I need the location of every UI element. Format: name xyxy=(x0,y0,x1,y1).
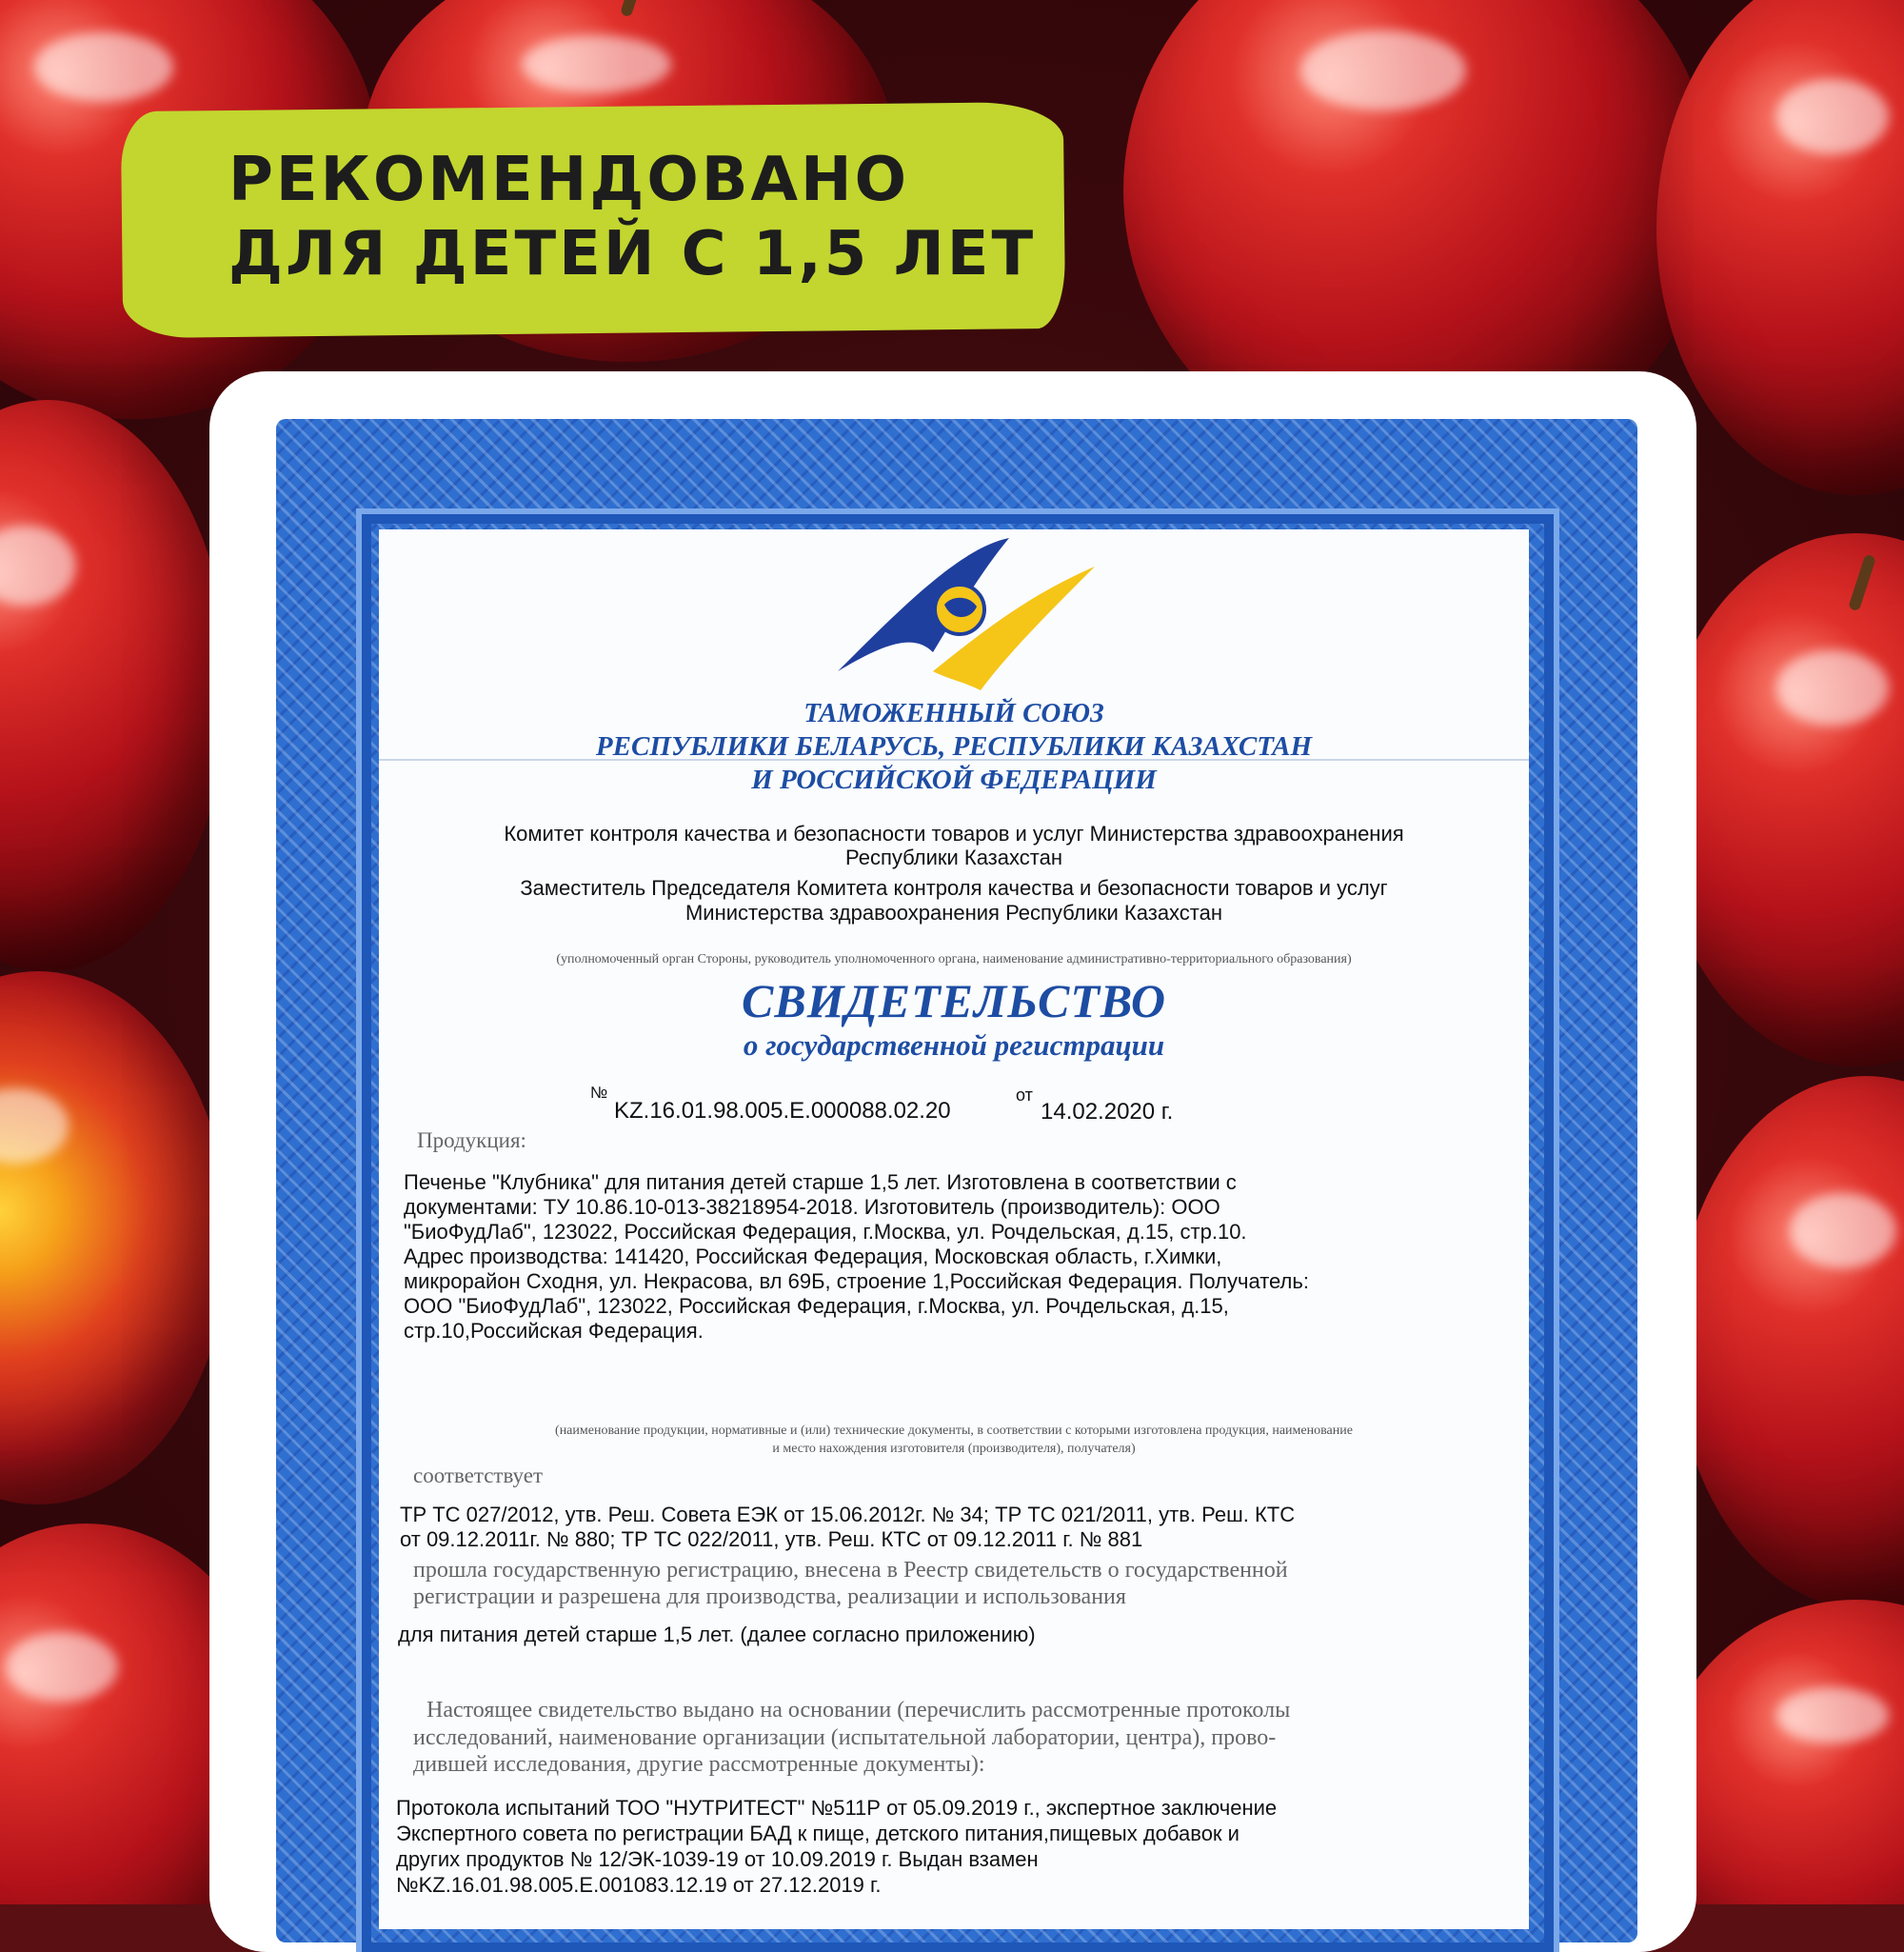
certificate-title: СВИДЕТЕЛЬСТВО xyxy=(742,974,1166,1027)
basis-line-2: исследований, наименование организации (испытательной лаборатории, центра), прово- xyxy=(413,1725,1277,1750)
protocol-line-3: других продуктов № 12/ЭК-1039-19 от 10.09.2019 г. Выдан взамен xyxy=(396,1847,1039,1871)
union-title-line-3: И РОССИЙСКОЙ ФЕДЕРАЦИИ xyxy=(751,765,1157,795)
protocol-line-4: №KZ.16.01.98.005.E.001083.12.19 от 27.12.2019 г. xyxy=(396,1873,882,1897)
registered-line-1: прошла государственную регистрацию, внесена в Реестр свидетельств о государственной xyxy=(413,1558,1288,1583)
product-line: микрорайон Сходня, ул. Некрасова, вл 69Б, строение 1,Российская Федерация. Получатель: xyxy=(404,1269,1309,1293)
authority-caption: (уполномоченный орган Стороны, руководитель уполномоченного органа, наименование административно-территориального образования) xyxy=(556,952,1352,966)
badge-line-1: РЕКОМЕНДОВАНО xyxy=(228,145,909,215)
usage-text: для питания детей старше 1,5 лет. (далее согласно приложению) xyxy=(398,1623,1036,1646)
product-label: Продукция: xyxy=(417,1128,526,1152)
authority-line-2: Республики Казахстан xyxy=(845,846,1062,869)
basis-line-3: дившей исследования, другие рассмотренные документы): xyxy=(413,1752,985,1777)
product-line: ООО "БиоФудЛаб", 123022, Российская Федерация, г.Москва, ул. Рочдельская, д.15, xyxy=(404,1294,1229,1318)
product-line: Адрес производства: 141420, Российская Федерация, Московская область, г.Химки, xyxy=(404,1245,1222,1268)
product-line: стр.10,Российская Федерация. xyxy=(404,1319,704,1343)
product-caption-line-2: и место нахождения изготовителя (производителя), получателя) xyxy=(772,1442,1136,1456)
authority-line-3: Заместитель Председателя Комитета контроля качества и безопасности товаров и услуг xyxy=(520,876,1388,900)
union-title-line-1: ТАМОЖЕННЫЙ СОЮЗ xyxy=(803,698,1104,728)
conforms-line-1: ТР ТС 027/2012, утв. Реш. Совета ЕЭК от 15.06.2012г. № 34; ТР ТС 021/2011, утв. Реш. КТС xyxy=(400,1503,1296,1526)
authority-line-4: Министерства здравоохранения Республики Казахстан xyxy=(684,901,1223,925)
date-prefix: от xyxy=(1016,1086,1033,1105)
protocol-line-1: Протокола испытаний ТОО "НУТРИТЕСТ" №511Р от 05.09.2019 г., экспертное заключение xyxy=(396,1796,1278,1820)
registered-line-2: регистрации и разрешена для производства, реализации и использования xyxy=(413,1584,1126,1609)
number-prefix: № xyxy=(590,1084,608,1102)
customs-union-logo-icon xyxy=(819,528,1104,700)
union-title-line-2: РЕСПУБЛИКИ БЕЛАРУСЬ, РЕСПУБЛИКИ КАЗАХСТАН xyxy=(595,731,1313,762)
certificate-date: 14.02.2020 г. xyxy=(1041,1099,1174,1125)
authority-line-1: Комитет контроля качества и безопасности товаров и услуг Министерства здравоохранения xyxy=(504,822,1404,846)
product-line: документами: ТУ 10.86.10-013-38218954-2018. Изготовитель (производитель): ООО xyxy=(404,1195,1220,1219)
certificate-number: KZ.16.01.98.005.E.000088.02.20 xyxy=(614,1098,951,1124)
product-line: "БиоФудЛаб", 123022, Российская Федерация, г.Москва, ул. Рочдельская, д.15, стр.10. xyxy=(404,1220,1247,1244)
product-caption-line-1: (наименование продукции, нормативные и (или) технические документы, в соответствии с которыми изготовлена продукция, наименование xyxy=(555,1424,1353,1438)
protocol-line-2: Экспертного совета по регистрации БАД к пище, детского питания,пищевых добавок и xyxy=(396,1822,1240,1845)
basis-line-1: Настоящее свидетельство выдано на основании (перечислить рассмотренные протоколы xyxy=(426,1698,1291,1723)
age-recommendation xyxy=(228,143,1036,291)
product-line: Печенье "Клубника" для питания детей старше 1,5 лет. Изготовлена в соответствии с xyxy=(404,1170,1237,1194)
certificate-subtitle: о государственной регистрации xyxy=(743,1028,1165,1062)
conforms-label: соответствует xyxy=(413,1464,544,1487)
conforms-line-2: от 09.12.2011г. № 880; ТР ТС 022/2011, утв. Реш. КТС от 09.12.2011 г. № 881 xyxy=(400,1527,1143,1551)
badge-line-2: ДЛЯ ДЕТЕЙ С 1,5 ЛЕТ xyxy=(228,219,1037,289)
